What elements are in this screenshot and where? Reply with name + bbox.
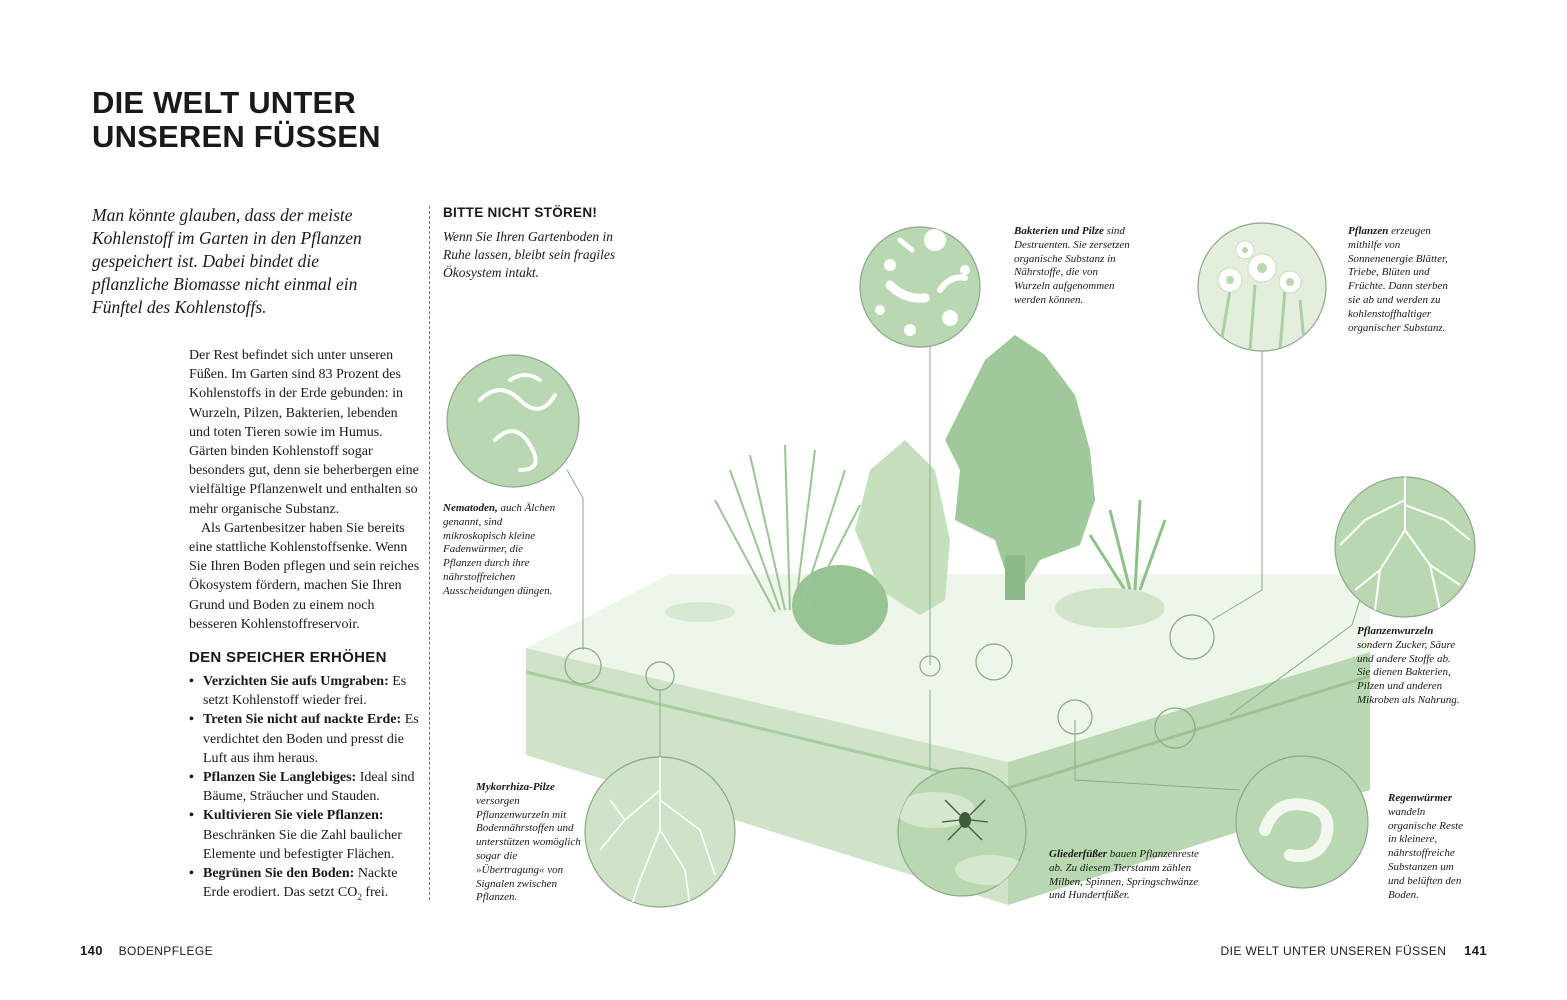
caption-earthworms: Regenwürmer wandeln organische Reste in kleinere, nährstoffreiche Substanzen um und belüften den Boden.: [1388, 792, 1464, 901]
body-paragraph-1: Der Rest befindet sich unter unseren Füßen. Im Garten sind 83 Prozent des Kohlenstoffs in der Erde gebunden: in Wurzeln, Pilzen, Bakterien, lebenden und toten Tieren sowie im Humus. Gärten binden Kohlenstoff sogar besonders gut, denn sie beherbergen eine vielfältige Pflanzenwelt und enthalten so mehr organische Substanz.: [189, 348, 419, 517]
mycorrhiza-circle: [585, 757, 735, 910]
flowers-circle: [1198, 223, 1326, 351]
roots-circle: [1335, 477, 1475, 617]
sidebar-text: Wenn Sie Ihren Gartenboden in Ruhe lassen, bleibt sein fragiles Ökosystem intakt.: [443, 229, 616, 280]
nematodes-circle: [447, 355, 579, 487]
caption-mycorrhiza: Mykorrhiza-Pilze versorgen Pflanzenwurzeln mit Bodennährstoffen und unterstützen womöglich sogar die »Übertragung« von Signalen zwischen Pflanzen.: [476, 781, 581, 904]
list-item: • Verzichten Sie aufs Umgraben: Es setzt Kohlenstoff wieder frei.: [189, 672, 424, 710]
sidebar-heading: BITTE NICHT STÖREN!: [443, 205, 598, 220]
bacteria-circle: [860, 227, 980, 347]
page-title: DIE WELT UNTER UNSEREN FÜSSEN: [92, 85, 381, 154]
body-paragraph-2: Als Gartenbesitzer haben Sie bereits eine stattliche Kohlenstoffsenke. Wenn Sie Ihren Boden pflegen und sein reiches Ökosystem fördern, machen Sie Ihren Grund und Boden zu einem noch besseren Kohlenstoffreservoir.: [189, 520, 420, 632]
earthworm-circle: [1236, 756, 1368, 888]
footer-left: [80, 943, 213, 958]
page-number-left: 140: [80, 943, 103, 958]
body-text: [189, 346, 421, 634]
caption-roots: Pflanzenwurzeln sondern Zucker, Säure und andere Stoffe ab. Sie dienen Bakterien, Pilzen und anderen Mikroben als Nahrung.: [1357, 625, 1460, 706]
tips-list: [189, 672, 424, 907]
intro-text: Man könnte glauben, dass der meiste Kohlenstoff im Garten in den Pflanzen gespeichert ist. Dabei bindet die pflanzliche Biomasse nicht einmal ein Fünftel des Kohlenstoffs.: [92, 205, 362, 317]
caption-bacteria: Bakterien und Pilze sind Destruenten. Sie zersetzen organische Substanz in Nährstoffe, die von Wurzeln aufgenommen werden können.: [1014, 225, 1130, 306]
list-item: • Pflanzen Sie Langlebiges: Ideal sind Bäume, Sträucher und Stauden.: [189, 768, 424, 806]
caption-nematodes: Nematoden, auch Älchen genannt, sind mikroskopisch kleine Fadenwürmer, die Pflanzen durch ihre nährstoffreichen Ausscheidungen düngen.: [443, 502, 556, 597]
footer-right: [1221, 943, 1487, 958]
list-item: • Begrünen Sie den Boden: Nackte Erde erodiert. Das setzt $CO_2$ frei.: [189, 864, 424, 907]
caption-plants: Pflanzen erzeugen mithilfe von Sonnenenergie Blätter, Triebe, Blüten und Früchte. Dann sterben sie ab und werden zu kohlenstoffhaltiger organischer Substanz.: [1348, 225, 1448, 334]
list-item: • Kultivieren Sie viele Pflanzen: Beschränken Sie die Zahl baulicher Elemente und befestigter Flächen.: [189, 806, 424, 864]
caption-arthropods: Gliederfüßer bauen Pflanzenreste ab. Zu diesem Tierstamm zählen Milben, Spinnen, Springschwänze und Hundertfüßer.: [1049, 848, 1199, 902]
section-label: BODENPFLEGE: [118, 944, 214, 958]
chapter-label: DIE WELT UNTER UNSEREN FÜSSEN: [1220, 944, 1447, 958]
tips-heading: DEN SPEICHER ERHÖHEN: [189, 649, 387, 666]
page-number-right: 141: [1464, 943, 1487, 958]
list-item: • Treten Sie nicht auf nackte Erde: Es verdichtet den Boden und presst die Luft aus ihm heraus.: [189, 710, 424, 768]
